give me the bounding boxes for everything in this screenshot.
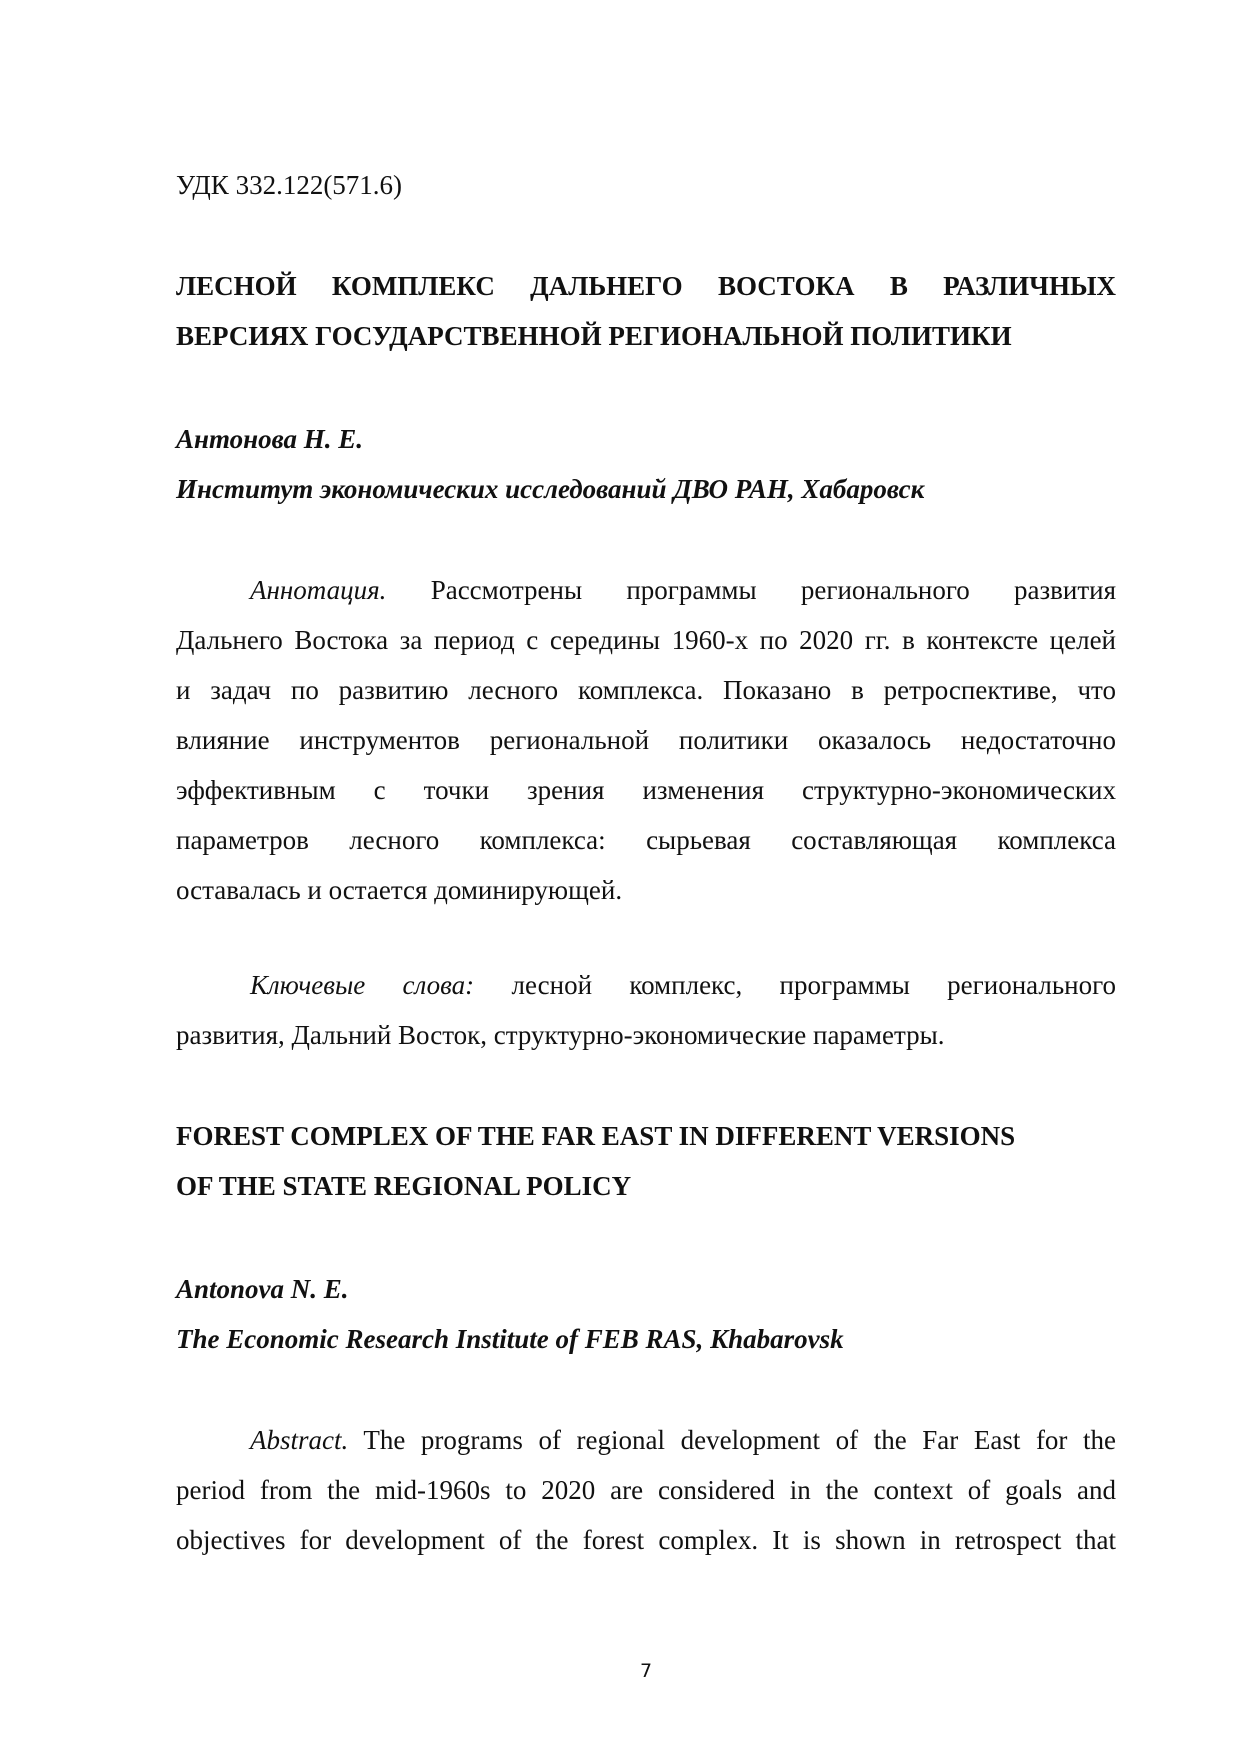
english-title xyxy=(176,1111,1116,1211)
udc-code: УДК 332.122(571.6) xyxy=(176,170,403,200)
russian-abstract-line: параметров лесного комплекса: сырьевая составляющая комплекса xyxy=(176,825,1116,855)
page-number: 7 xyxy=(639,1660,653,1682)
russian-abstract-line: влияние инструментов региональной политики оказалось недостаточно xyxy=(176,725,1116,755)
russian-abstract xyxy=(176,565,1116,915)
russian-abstract-line: Дальнего Востока за период с середины 1960-х по 2020 гг. в контексте целей xyxy=(176,625,1116,655)
paper-page xyxy=(176,0,1116,1754)
english-abstract-text: The programs of regional development of the Far East for the xyxy=(363,1425,1116,1455)
russian-keywords-line: развития, Дальний Восток, структурно-экономические параметры. xyxy=(176,1020,945,1050)
russian-title-line: ВЕРСИЯХ ГОСУДАРСТВЕННОЙ РЕГИОНАЛЬНОЙ ПОЛИТИКИ xyxy=(176,321,1012,351)
russian-author: Антонова Н. Е. xyxy=(176,424,364,454)
russian-abstract-line: оставалась и остается доминирующей. xyxy=(176,875,623,905)
russian-keywords xyxy=(176,960,1116,1060)
russian-abstract-line: эффективным с точки зрения изменения структурно-экономических xyxy=(176,775,1116,805)
english-abstract-line: period from the mid-1960s to 2020 are considered in the context of goals and xyxy=(176,1475,1116,1505)
russian-keywords-label: Ключевые слова: xyxy=(250,970,475,1000)
english-abstract-line: objectives for development of the forest complex. It is shown in retrospect that xyxy=(176,1525,1116,1555)
russian-abstract-line: и задач по развитию лесного комплекса. Показано в ретроспективе, что xyxy=(176,675,1116,705)
russian-title xyxy=(176,261,1116,361)
russian-abstract-label: Аннотация. xyxy=(250,575,387,605)
english-title-line: OF THE STATE REGIONAL POLICY xyxy=(176,1171,632,1201)
russian-abstract-text: Рассмотрены программы регионального развития xyxy=(430,575,1116,605)
russian-abstract-line xyxy=(176,565,1116,615)
english-abstract-line xyxy=(176,1415,1116,1465)
english-abstract xyxy=(176,1415,1116,1565)
english-author: Antonova N. E. xyxy=(176,1274,349,1304)
english-abstract-label: Abstract. xyxy=(250,1425,349,1455)
russian-affiliation: Институт экономических исследований ДВО РАН, Хабаровск xyxy=(176,474,925,504)
russian-title-line: ЛЕСНОЙ КОМПЛЕКС ДАЛЬНЕГО ВОСТОКА В РАЗЛИЧНЫХ xyxy=(176,271,1116,301)
english-affiliation: The Economic Research Institute of FEB RAS, Khabarovsk xyxy=(176,1324,844,1354)
english-title-line: FOREST COMPLEX OF THE FAR EAST IN DIFFERENT VERSIONS xyxy=(176,1121,1016,1151)
russian-keywords-line xyxy=(176,960,1116,1010)
russian-keywords-text: лесной комплекс, программы регионального xyxy=(511,970,1116,1000)
